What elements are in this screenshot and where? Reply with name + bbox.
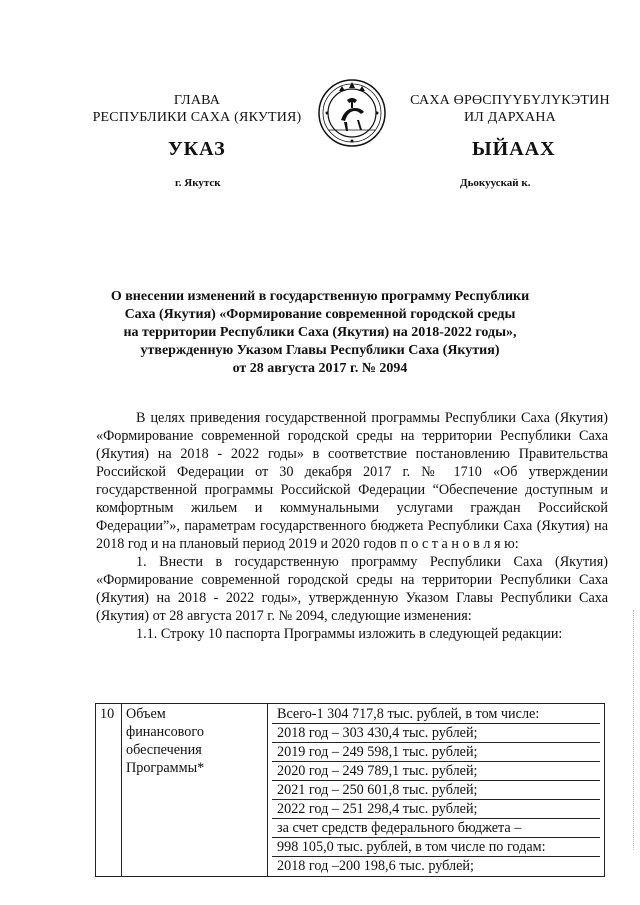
decree-body — [96, 409, 608, 643]
header-left-line-1: ГЛАВА — [173, 93, 221, 108]
header-right-line-1: САХА ӨРӨСПҮҮБҮЛҮКЭТИН — [410, 93, 610, 108]
title-line-5: от 28 августа 2017 г. № 2094 — [232, 361, 408, 376]
row-label — [122, 704, 268, 877]
header-left — [82, 92, 312, 126]
paragraph-item-1-1: 1.1. Строку 10 паспорта Программы изложить в следующей редакции: — [136, 626, 563, 642]
title-line-4: утвержденную Указом Главы Республики Саха (Якутия) — [140, 343, 500, 358]
value-line: 2018 год –200 198,6 тыс. рублей; — [277, 858, 474, 874]
title-line-1: О внесении изменений в государственную программу Республики — [110, 289, 530, 304]
value-line: 2022 год – 251 298,4 тыс. рублей; — [272, 800, 600, 819]
row-number: 10 — [96, 704, 122, 877]
label-line: обеспечения — [126, 742, 202, 758]
value-line: Всего-1 304 717,8 тыс. рублей, в том числе: — [272, 705, 600, 724]
value-line: 2020 год – 249 789,1 тыс. рублей; — [272, 762, 600, 781]
paragraph-preamble — [96, 409, 608, 553]
value-line: 998 105,0 тыс. рублей, в том числе по годам: — [272, 838, 600, 857]
label-line: Программы* — [126, 760, 205, 776]
doc-type-ru: УКАЗ — [168, 138, 226, 160]
preamble-text: В целях приведения государственной программы Республики Саха (Якутия) «Формирование современной городской среды на территории Республики Саха (Якутия) на 2018 - 2022 годы» в соответствие постановлению Правительства Российской Федерации от 30 декабря 2017 г. № 1710 «Об утверждении государственной программы Российской Федерации “Обеспечение доступным и комфортным жильем и коммунальными услугами граждан Российской Федерации”», параметрам государственного бюджета Республики Саха (Якутия) на 2018 год и на плановый период 2019 и 2020 годов — [96, 410, 608, 552]
value-line: 2021 год – 250 601,8 тыс. рублей; — [272, 781, 600, 800]
city-ru: г. Якутск — [175, 177, 221, 189]
value-line: 2019 год – 249 598,1 тыс. рублей; — [272, 743, 600, 762]
header-right — [400, 92, 620, 126]
table-row — [96, 704, 605, 877]
scan-fold-line — [632, 610, 634, 850]
title-line-3: на территории Республики Саха (Якутия) на 2018-2022 годы», — [123, 325, 517, 340]
header-left-line-2: РЕСПУБЛИКИ САХА (ЯКУТИЯ) — [92, 110, 302, 125]
title-line-2: Саха (Якутия) «Формирование современной городской среды — [124, 307, 516, 322]
paragraph-item-1: 1. Внести в государственную программу Республики Саха (Якутия) «Формирование современной городской среды на территории Республики Саха (Якутия) на 2018 - 2022 годы», утвержденную Указом Главы Республики Саха (Якутия) от 28 августа 2017 г. № 2094, следующие изменения: — [96, 554, 608, 624]
value-line: 2018 год – 303 430,4 тыс. рублей; — [272, 724, 600, 743]
label-line: Объем — [126, 706, 166, 722]
label-line: финансового — [126, 724, 204, 740]
row-values — [268, 704, 605, 877]
passport-table — [95, 703, 605, 877]
coat-of-arms-icon — [317, 78, 387, 148]
header-right-line-2: ИЛ ДАРХАНА — [463, 110, 556, 125]
doc-type-sakha: ЫЙААХ — [472, 138, 556, 160]
city-sakha: Дьокуускай к. — [460, 177, 531, 189]
value-line: за счет средств федерального бюджета – — [272, 819, 600, 838]
decree-verb: п о с т а н о в л я ю: — [400, 536, 519, 552]
decree-title — [100, 288, 540, 378]
